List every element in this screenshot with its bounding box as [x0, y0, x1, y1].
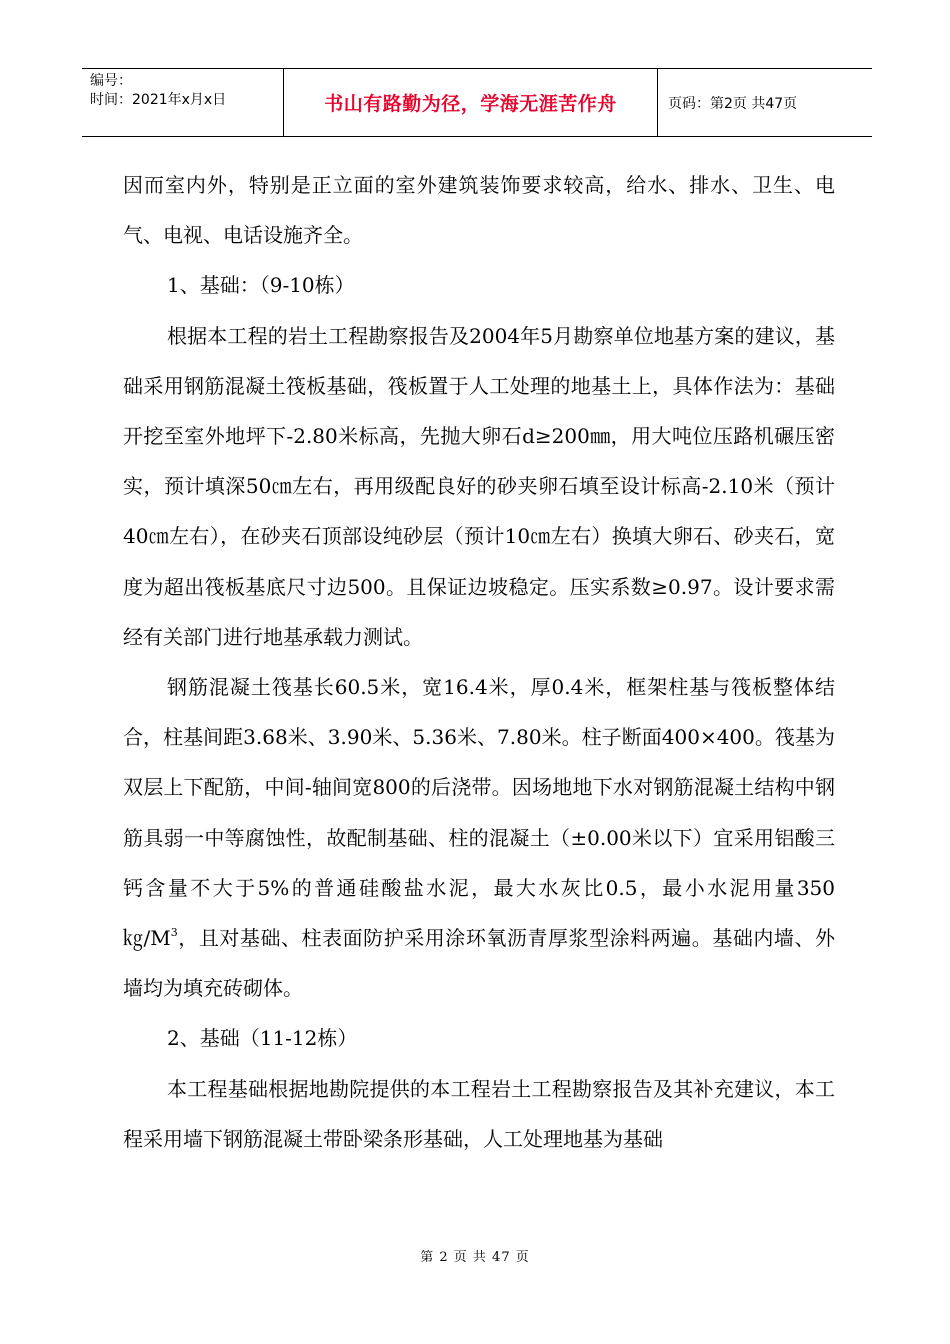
paragraph-foundation-method: 根据本工程的岩土工程勘察报告及2004年5月勘察单位地基方案的建议，基础采用钢筋混凝土筏板基础，筏板置于人工处理的地基土上，具体作法为：基础开挖至室外地坪下-2.80米标高，先抛大卵石d≥200㎜，用大吨位压路机碾压密实，预计填深50㎝左右，再用级配良好的砂夹卵石填至设计标高-2.10米（预计40㎝左右），在砂夹石顶部设纯砂层（预计10㎝左右）换填大卵石、砂夹石，宽度为超出筏板基底尺寸边500。且保证边坡稳定。压实系数≥0.97。设计要求需经有关部门进行地基承载力测试。	[123, 323, 835, 649]
header-page-number: 页码：第2页 共47页	[668, 95, 798, 112]
document-body	[123, 160, 835, 1164]
raft-text-tail: ，且对基础、柱表面防护采用涂环氧沥青厚浆型涂料两遍。基础内墙、外墙均为填充砖砌体。	[123, 926, 836, 1001]
page-header	[82, 68, 872, 137]
header-motto: 书山有路勤为径，学海无涯苦作舟	[284, 69, 658, 136]
header-info-cell	[82, 69, 284, 136]
superscript-cubic: 3	[170, 926, 178, 940]
page-footer: 第 2 页 共 47 页	[420, 1250, 530, 1265]
section-heading-foundation-11-12: 2、基础（11-12栋）	[167, 1026, 358, 1051]
serial-number-label: 编号：	[90, 73, 132, 89]
paragraph-intro: 因而室内外，特别是正立面的室外建筑装饰要求较高，给水、排水、卫生、电气、电视、电话设施齐全。	[123, 173, 835, 248]
raft-text-main: 钢筋混凝土筏基长60.5米，宽16.4米，厚0.4米，框架柱基与筏板整体结合，柱基间距3.68米、3.90米、5.36米、7.80米。柱子断面400×400。筏基为双层上下配筋，中间-轴间宽800的后浇带。因场地地下水对钢筋混凝土结构中钢筋具弱一中等腐蚀性，故配制基础、柱的混凝土（±0.00米以下）宜采用铝酸三钙含量不大于5%的普通硅酸盐水泥，最大水灰比0.5，最小水泥用量350㎏/M	[123, 675, 835, 951]
paragraph-raft-foundation	[123, 662, 835, 1013]
time-label: 时间：2021年x月x日	[90, 92, 227, 108]
section-heading-foundation-9-10: 1、基础：（9-10栋）	[167, 273, 355, 298]
paragraph-strip-foundation: 本工程基础根据地勘院提供的本工程岩土工程勘察报告及其补充建议，本工程采用墙下钢筋混凝土带卧梁条形基础，人工处理地基为基础	[123, 1076, 835, 1151]
